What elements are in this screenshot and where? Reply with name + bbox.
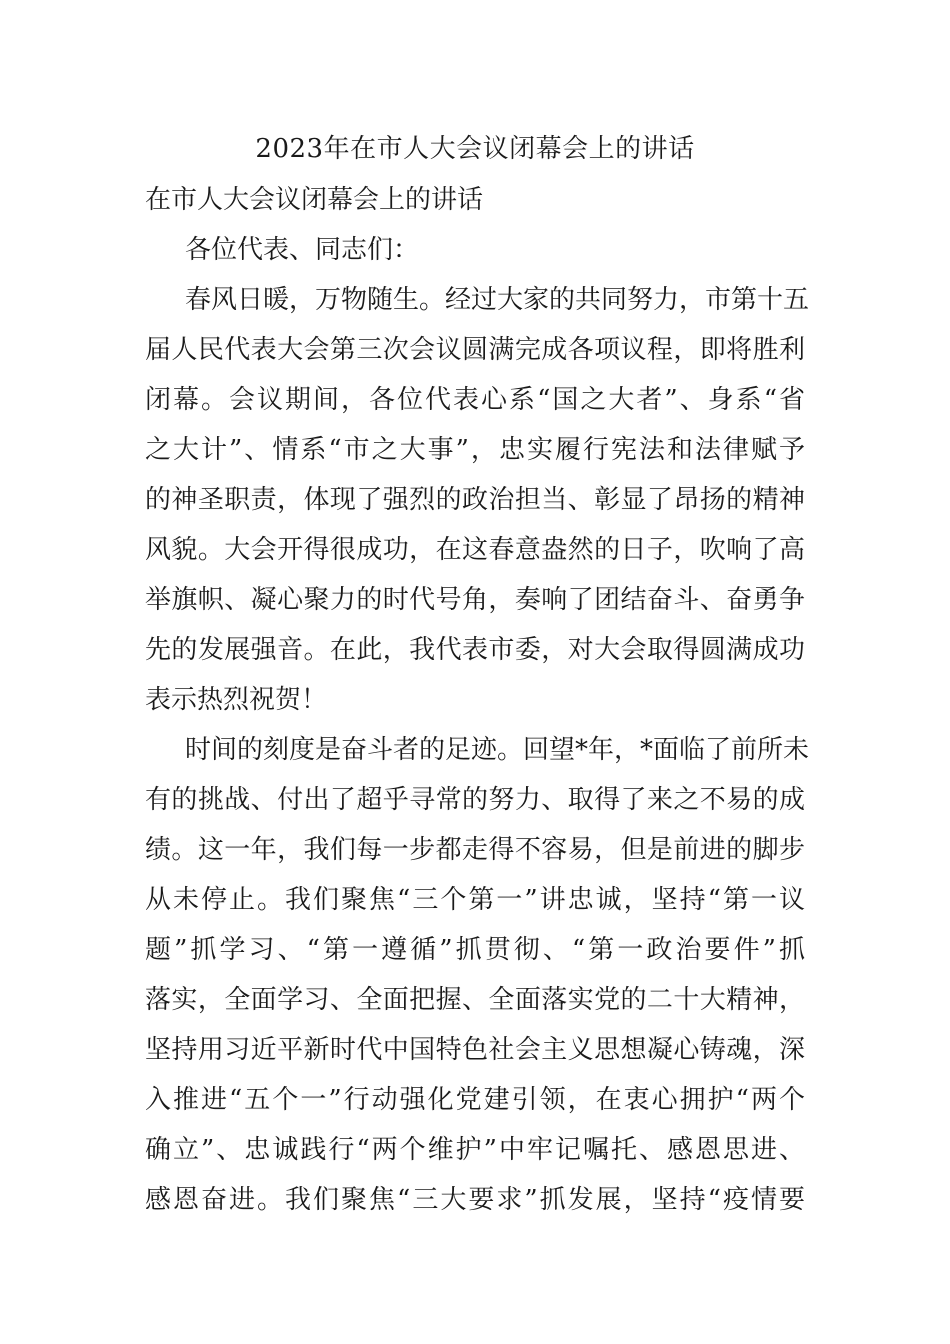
- paragraph-2-line: 落实，全面学习、全面把握、全面落实党的二十大精神，: [145, 985, 805, 1015]
- paragraph-2-line: 有的挑战、付出了超乎寻常的努力、取得了来之不易的成: [145, 785, 805, 815]
- paragraph-1-line: 表示热烈祝贺！: [145, 685, 328, 715]
- paragraph-1-line: 届人民代表大会第三次会议圆满完成各项议程，即将胜利: [145, 335, 805, 365]
- paragraph-1-line: 春风日暖，万物随生。经过大家的共同努力，市第十五: [185, 285, 810, 315]
- paragraph-1-line: 的神圣职责，体现了强烈的政治担当、彰显了昂扬的精神: [145, 485, 805, 515]
- document-title: 2023年在市人大会议闭幕会上的讲话: [255, 134, 695, 164]
- paragraph-1-line: 风貌。大会开得很成功，在这春意盎然的日子，吹响了高: [145, 535, 805, 565]
- paragraph-2-line: 时间的刻度是奋斗者的足迹。回望*年，*面临了前所未: [185, 735, 810, 765]
- document-subtitle: 在市人大会议闭幕会上的讲话: [145, 185, 484, 215]
- paragraph-2-line: 题”抓学习、“第一遵循”抓贯彻、“第一政治要件”抓: [145, 935, 805, 965]
- paragraph-1-line: 先的发展强音。在此，我代表市委，对大会取得圆满成功: [145, 635, 805, 665]
- paragraph-1-line: 举旗帜、凝心聚力的时代号角，奏响了团结奋斗、奋勇争: [145, 585, 805, 615]
- paragraph-1-line: 之大计”、情系“市之大事”，忠实履行宪法和法律赋予: [145, 435, 805, 465]
- paragraph-2-line: 绩。这一年，我们每一步都走得不容易，但是前进的脚步: [145, 835, 805, 865]
- salutation: 各位代表、同志们：: [185, 235, 420, 265]
- paragraph-2-line: 坚持用习近平新时代中国特色社会主义思想凝心铸魂，深: [145, 1035, 805, 1065]
- paragraph-2-line: 感恩奋进。我们聚焦“三大要求”抓发展，坚持“疫情要: [145, 1185, 805, 1215]
- paragraph-2-line: 入推进“五个一”行动强化党建引领，在衷心拥护“两个: [145, 1085, 805, 1115]
- paragraph-2-line: 确立”、忠诚践行“两个维护”中牢记嘱托、感恩思进、: [145, 1135, 805, 1165]
- paragraph-2-line: 从未停止。我们聚焦“三个第一”讲忠诚，坚持“第一议: [145, 885, 805, 915]
- paragraph-1-line: 闭幕。会议期间，各位代表心系“国之大者”、身系“省: [145, 385, 805, 415]
